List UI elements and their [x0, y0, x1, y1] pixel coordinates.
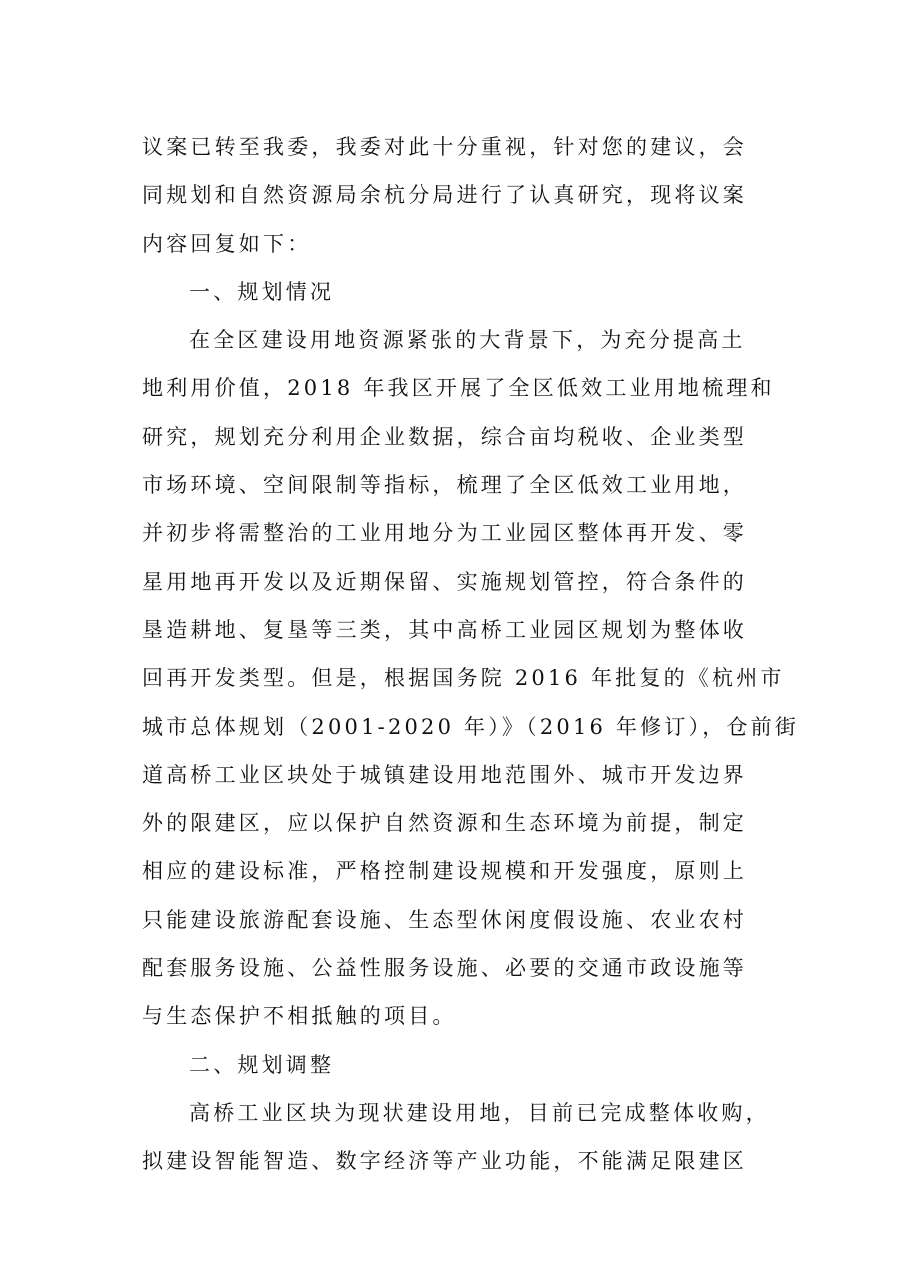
text-line: 相应的建设标准，严格控制建设规模和开发强度，原则上 — [142, 859, 747, 884]
text-line: 同规划和自然资源局余杭分局进行了认真研究，现将议案 — [142, 183, 747, 208]
text-line: 垦造耕地、复垦等三类，其中高桥工业园区规划为整体收 — [142, 617, 747, 642]
text-line: 配套服务设施、公益性服务设施、必要的交通市政设施等 — [142, 956, 747, 981]
text-line: 道高桥工业区块处于城镇建设用地范围外、城市开发边界 — [142, 762, 747, 787]
text-line: 星用地再开发以及近期保留、实施规划管控，符合条件的 — [142, 569, 747, 594]
text-line: 二、规划调整 — [189, 1052, 335, 1077]
text-line: 外的限建区，应以保护自然资源和生态环境为前提，制定 — [142, 811, 747, 836]
text-line: 拟建设智能智造、数字经济等产业功能，不能满足限建区 — [142, 1149, 747, 1174]
text-line: 与生态保护不相抵触的项目。 — [142, 1004, 457, 1029]
document-body — [142, 123, 800, 1186]
text-line: 高桥工业区块为现状建设用地，目前已完成整体收购， — [189, 1100, 770, 1125]
text-line: 回再开发类型。但是，根据国务院 2016 年批复的《杭州市 — [142, 666, 785, 691]
text-line: 并初步将需整治的工业用地分为工业园区整体再开发、零 — [142, 521, 747, 546]
text-line: 议案已转至我委，我委对此十分重视，针对您的建议，会 — [142, 135, 747, 159]
text-line: 城市总体规划（2001-2020 年）》（2016 年修订），仓前街 — [142, 714, 800, 739]
text-line: 地利用价值，2018 年我区开展了全区低效工业用地梳理和 — [142, 376, 775, 401]
text-line: 一、规划情况 — [189, 279, 335, 304]
text-line: 研究，规划充分利用企业数据，综合亩均税收、企业类型 — [142, 424, 747, 449]
text-line: 内容回复如下： — [142, 231, 312, 256]
text-line: 只能建设旅游配套设施、生态型休闲度假设施、农业农村 — [142, 907, 747, 932]
text-line: 在全区建设用地资源紧张的大背景下，为充分提高土 — [189, 328, 746, 353]
text-line: 市场环境、空间限制等指标，梳理了全区低效工业用地， — [142, 473, 747, 498]
